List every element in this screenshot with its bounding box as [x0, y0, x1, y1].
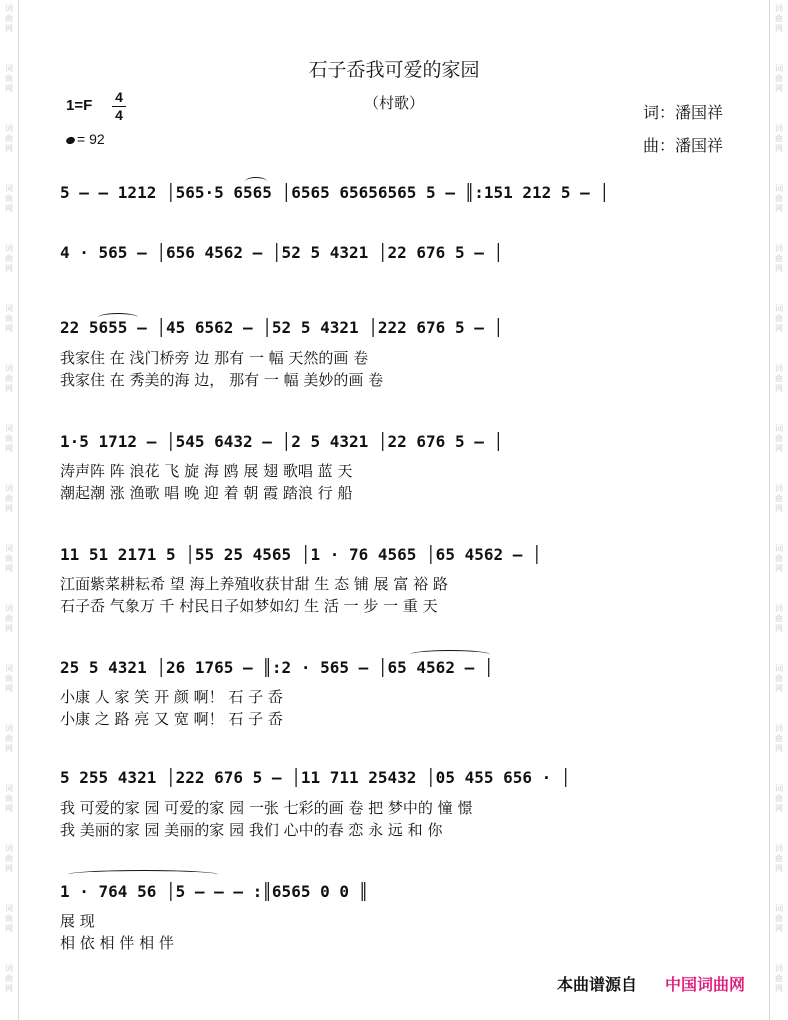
- time-signature-top: 4: [115, 89, 123, 105]
- lyric-row-5-verse-2: 石子岙 气象万 千 村民日子如梦如幻 生 活 一 步 一 重 天: [60, 597, 438, 615]
- lyric-row-4-verse-2: 潮起潮 涨 渔歌 唱 晚 迎 着 朝 霞 踏浪 行 船: [60, 484, 353, 502]
- watermark-glyphs: 词 曲 网: [5, 64, 13, 93]
- watermark-glyphs: 词 曲 网: [5, 124, 13, 153]
- composer-credit: 曲：潘国祥: [643, 136, 724, 155]
- watermark-glyphs: 词 曲 网: [5, 904, 13, 933]
- song-title: 石子岙我可爱的家园: [308, 59, 480, 81]
- watermark-glyphs: 词 曲 网: [775, 484, 783, 513]
- song-subtitle: （村歌）: [363, 94, 424, 112]
- notation-row-7: 5 255 4321 │222 676 5 – │11 711 25432 │05 455 656 · │: [60, 768, 571, 787]
- watermark-glyphs: 词 曲 网: [5, 604, 13, 633]
- watermark-glyphs: 词 曲 网: [5, 964, 13, 993]
- watermark-glyphs: 词 曲 网: [775, 424, 783, 453]
- watermark-glyphs: 词 曲 网: [5, 724, 13, 753]
- watermark-glyphs: 词 曲 网: [775, 544, 783, 573]
- watermark-glyphs: 词 曲 网: [775, 724, 783, 753]
- time-signature-bottom: 4: [115, 107, 123, 123]
- lyric-row-8-verse-2: 相 依 相 伴 相 伴: [60, 934, 174, 952]
- notation-row-6: 25 5 4321 │26 1765 – ║:2 · 565 – │65 4562 – │: [60, 658, 494, 677]
- tempo-marking: [66, 131, 105, 147]
- watermark-glyphs: 词 曲 网: [5, 184, 13, 213]
- watermark-glyphs: 词 曲 网: [5, 304, 13, 333]
- lyric-row-7-verse-1: 我 可爱的家 园 可爱的家 园 一张 七彩的画 卷 把 梦中的 憧 憬: [60, 799, 473, 817]
- notation-row-4: 1·5 1712 – │545 6432 – │2 5 4321 │22 676 5 – │: [60, 432, 504, 451]
- notation-row-2: 4 · 565 – │656 4562 – │52 5 4321 │22 676 5 – │: [60, 243, 504, 262]
- lyricist-credit: 词：潘国祥: [643, 103, 724, 122]
- lyric-row-8-verse-1: 展 现: [60, 912, 95, 930]
- lyric-row-6-verse-1: 小康 人 家 笑 开 颜 啊！ 石 子 岙: [60, 688, 283, 706]
- lyric-row-6-verse-2: 小康 之 路 亮 又 宽 啊！ 石 子 岙: [60, 710, 283, 728]
- watermark-glyphs: 词 曲 网: [775, 964, 783, 993]
- footer-site-link[interactable]: 中国词曲网: [665, 975, 746, 994]
- notation-row-3: 22 5655 – │45 6562 – │52 5 4321 │222 676 5 – │: [60, 318, 504, 337]
- notation-row-8: 1 · 764 56 │5 – – – :║6565 0 0 ║: [60, 882, 369, 901]
- watermark-glyphs: 词 曲 网: [775, 844, 783, 873]
- lyric-row-7-verse-2: 我 美丽的家 园 美丽的家 园 我们 心中的春 恋 永 远 和 你: [60, 821, 443, 839]
- quarter-note-icon: [65, 136, 76, 146]
- watermark-glyphs: 词 曲 网: [5, 424, 13, 453]
- watermark-glyphs: 词 曲 网: [775, 4, 783, 33]
- tempo-value: = 92: [77, 131, 105, 147]
- notation-row-5: 11 51 2171 5 │55 25 4565 │1 · 76 4565 │65 4562 – │: [60, 545, 542, 564]
- watermark-glyphs: 词 曲 网: [5, 4, 13, 33]
- watermark-glyphs: 词 曲 网: [5, 784, 13, 813]
- slur-mark: [98, 313, 138, 322]
- lyric-row-5-verse-1: 江面紫菜耕耘希 望 海上养殖收获甘甜 生 态 铺 展 富 裕 路: [60, 575, 448, 593]
- lyric-row-3-verse-2: 我家住 在 秀美的海 边， 那有 一 幅 美妙的画 卷: [60, 371, 384, 389]
- slur-mark: [68, 870, 218, 879]
- watermark-glyphs: 词 曲 网: [775, 604, 783, 633]
- notation-row-1: 5 – – 1212 │565·5 6565 │6565 65656565 5 – ║:151 212 5 – │: [60, 183, 610, 202]
- watermark-glyphs: 词 曲 网: [5, 484, 13, 513]
- watermark-glyphs: 词 曲 网: [775, 304, 783, 333]
- watermark-glyphs: 词 曲 网: [775, 784, 783, 813]
- footer-source-label: 本曲谱源自: [557, 975, 638, 994]
- watermark-glyphs: 词 曲 网: [5, 544, 13, 573]
- watermark-glyphs: 词 曲 网: [5, 664, 13, 693]
- slur-mark: [410, 650, 490, 659]
- watermark-glyphs: 词 曲 网: [775, 244, 783, 273]
- slur-mark: [245, 177, 267, 186]
- watermark-glyphs: 词 曲 网: [775, 64, 783, 93]
- watermark-glyphs: 词 曲 网: [775, 364, 783, 393]
- watermark-glyphs: 词 曲 网: [5, 364, 13, 393]
- key-signature: 1=F: [66, 97, 93, 114]
- watermark-glyphs: 词 曲 网: [775, 664, 783, 693]
- lyric-row-3-verse-1: 我家住 在 浅门桥旁 边 那有 一 幅 天然的画 卷: [60, 349, 369, 367]
- watermark-glyphs: 词 曲 网: [5, 244, 13, 273]
- watermark-glyphs: 词 曲 网: [775, 904, 783, 933]
- watermark-glyphs: 词 曲 网: [775, 184, 783, 213]
- watermark-glyphs: 词 曲 网: [775, 124, 783, 153]
- watermark-glyphs: 词 曲 网: [5, 844, 13, 873]
- lyric-row-4-verse-1: 涛声阵 阵 浪花 飞 旋 海 鸥 展 翅 歌唱 蓝 天: [60, 462, 353, 480]
